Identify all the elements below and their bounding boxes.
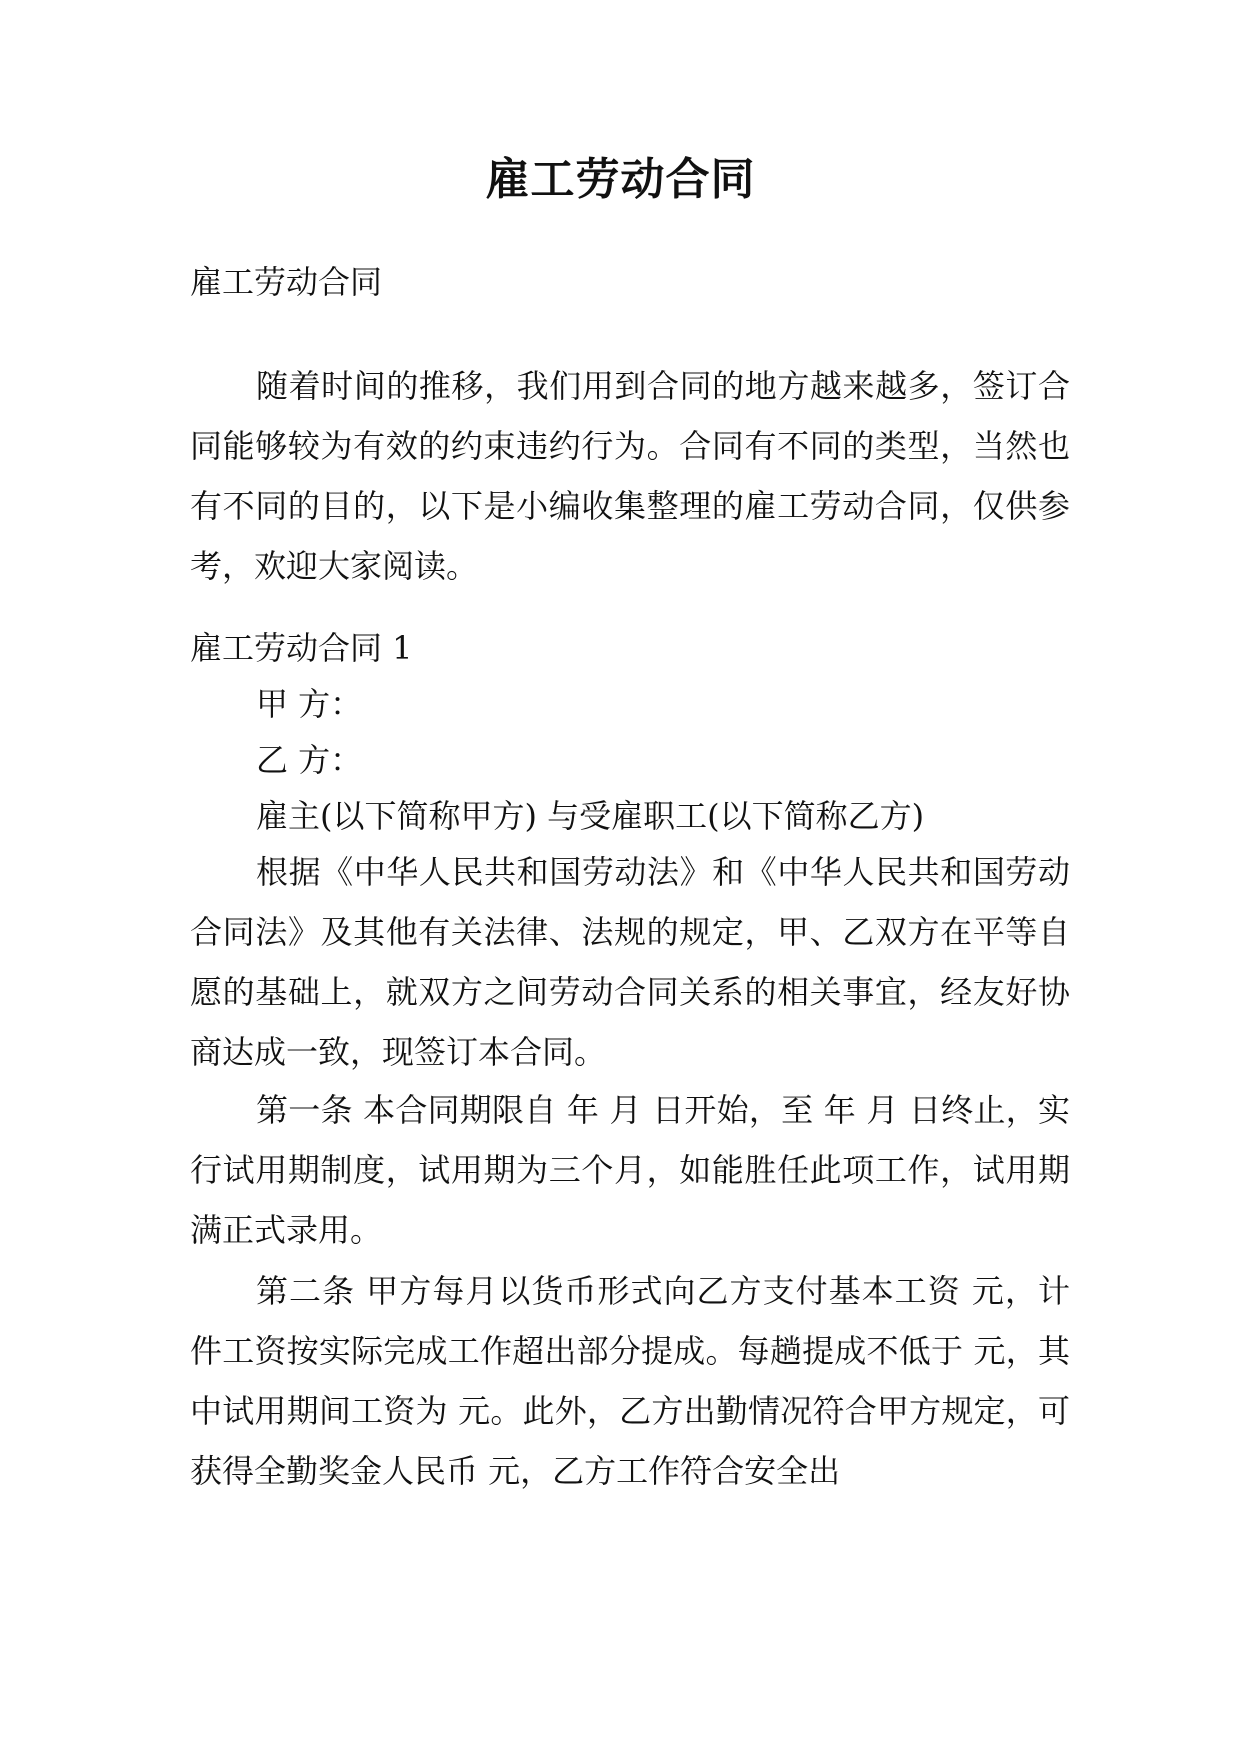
parties-description: 雇主(以下简称甲方) 与受雇职工(以下简称乙方) [256, 797, 925, 835]
party-b-line: 乙 方： [256, 741, 363, 779]
document-subtitle: 雇工劳动合同 [190, 263, 383, 301]
document-title: 雇工劳动合同 [485, 154, 756, 205]
section-heading: 雇工劳动合同 1 [190, 629, 413, 667]
article-2-paragraph: 第二条 甲方每月以货币形式向乙方支付基本工资 元，计件工资按实际完成工作超出部分提成。每趟提成不低于 元，其中试用期间工资为 元。此外，乙方出勤情况符合甲方规定，可获得全勤奖金人民币 元，乙方工作符合安全出 [190, 1272, 1070, 1490]
article-1-paragraph: 第一条 本合同期限自 年 月 日开始，至 年 月 日终止，实行试用期制度，试用期为三个月，如能胜任此项工作，试用期满正式录用。 [190, 1091, 1070, 1249]
intro-paragraph: 随着时间的推移，我们用到合同的地方越来越多，签订合同能够较为有效的约束违约行为。合同有不同的类型，当然也有不同的目的，以下是小编收集整理的雇工劳动合同，仅供参考，欢迎大家阅读。 [190, 367, 1070, 585]
party-a-line: 甲 方： [256, 685, 363, 723]
basis-paragraph: 根据《中华人民共和国劳动法》和《中华人民共和国劳动合同法》及其他有关法律、法规的规定，甲、乙双方在平等自愿的基础上，就双方之间劳动合同关系的相关事宜，经友好协商达成一致，现签订本合同。 [190, 853, 1070, 1071]
